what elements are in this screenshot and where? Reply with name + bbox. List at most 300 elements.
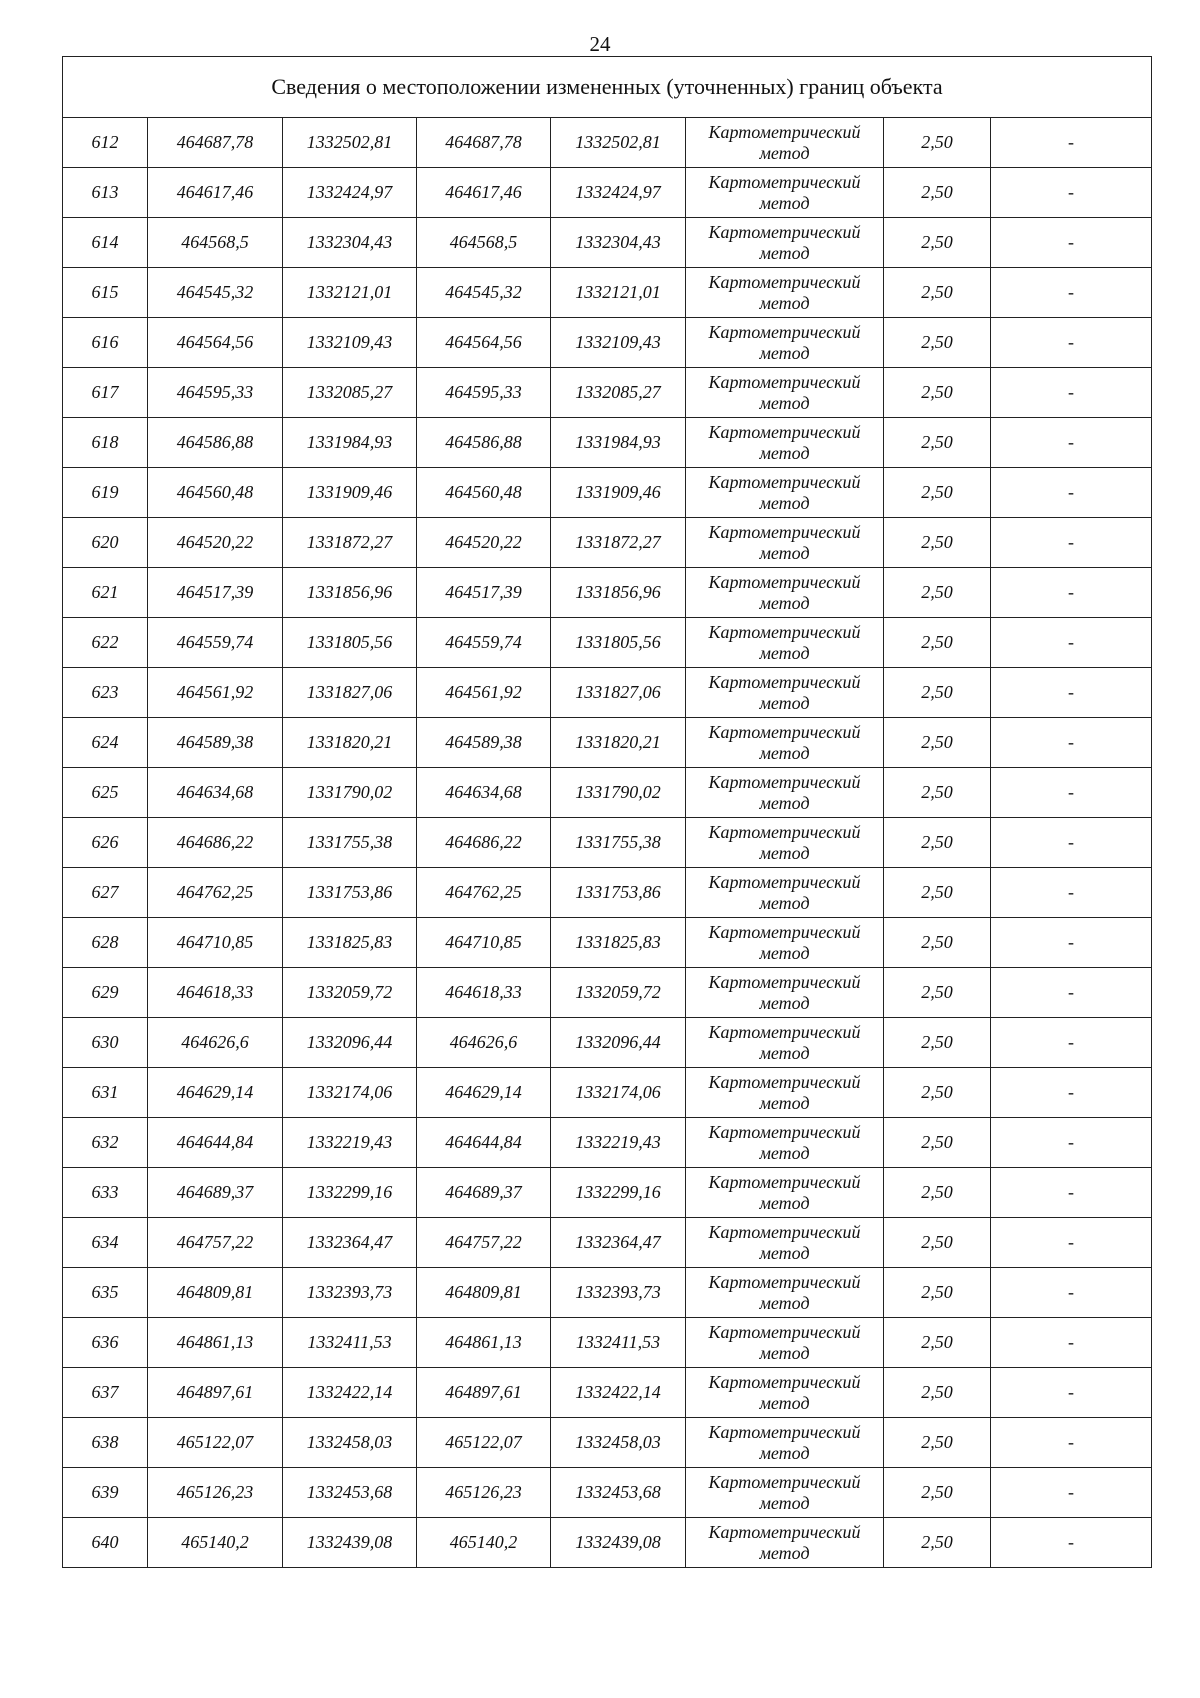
- method-line1: Картометрический: [708, 721, 861, 742]
- point-number-cell: 625: [63, 768, 148, 818]
- table-row: [63, 718, 1152, 768]
- method-cell: [686, 668, 884, 718]
- old-y-cell: 1332304,43: [283, 218, 417, 268]
- new-x-cell: 464634,68: [417, 768, 551, 818]
- method-line1: Картометрический: [708, 1371, 861, 1392]
- table-row: [63, 868, 1152, 918]
- new-y-cell: 1332411,53: [551, 1318, 686, 1368]
- accuracy-cell: 2,50: [884, 768, 991, 818]
- table-row: [63, 1468, 1152, 1518]
- new-y-cell: 1331753,86: [551, 868, 686, 918]
- description-cell: -: [991, 168, 1152, 218]
- old-y-cell: 1332458,03: [283, 1418, 417, 1468]
- table-row: [63, 668, 1152, 718]
- new-y-cell: 1332299,16: [551, 1168, 686, 1218]
- page-number: 24: [589, 32, 611, 56]
- accuracy-cell: 2,50: [884, 218, 991, 268]
- accuracy-cell: 2,50: [884, 268, 991, 318]
- method-cell: [686, 818, 884, 868]
- table-row: [63, 1068, 1152, 1118]
- new-x-cell: 464586,88: [417, 418, 551, 468]
- old-y-cell: 1332219,43: [283, 1118, 417, 1168]
- new-x-cell: 464617,46: [417, 168, 551, 218]
- method-line1: Картометрический: [708, 471, 861, 492]
- description-cell: -: [991, 768, 1152, 818]
- accuracy-cell: 2,50: [884, 1118, 991, 1168]
- new-x-cell: 464589,38: [417, 718, 551, 768]
- method-cell: [686, 1268, 884, 1318]
- method-cell: [686, 1518, 884, 1568]
- description-cell: -: [991, 218, 1152, 268]
- method-cell: [686, 568, 884, 618]
- point-number-cell: 626: [63, 818, 148, 868]
- method-line2: метод: [759, 892, 810, 913]
- description-cell: -: [991, 1068, 1152, 1118]
- new-x-cell: 464710,85: [417, 918, 551, 968]
- accuracy-cell: 2,50: [884, 118, 991, 168]
- method-line2: метод: [759, 192, 810, 213]
- new-x-cell: 464559,74: [417, 618, 551, 668]
- old-x-cell: 464634,68: [148, 768, 283, 818]
- point-number-cell: 640: [63, 1518, 148, 1568]
- accuracy-cell: 2,50: [884, 568, 991, 618]
- method-line1: Картометрический: [708, 521, 861, 542]
- old-x-cell: 465126,23: [148, 1468, 283, 1518]
- accuracy-cell: 2,50: [884, 618, 991, 668]
- old-y-cell: 1332059,72: [283, 968, 417, 1018]
- method-line2: метод: [759, 1142, 810, 1163]
- old-y-cell: 1331856,96: [283, 568, 417, 618]
- old-x-cell: 464559,74: [148, 618, 283, 668]
- table-row: [63, 918, 1152, 968]
- new-y-cell: 1332085,27: [551, 368, 686, 418]
- old-y-cell: 1332174,06: [283, 1068, 417, 1118]
- new-y-cell: 1331825,83: [551, 918, 686, 968]
- accuracy-cell: 2,50: [884, 1368, 991, 1418]
- old-x-cell: 464626,6: [148, 1018, 283, 1068]
- accuracy-cell: 2,50: [884, 468, 991, 518]
- old-y-cell: 1331805,56: [283, 618, 417, 668]
- old-x-cell: 464517,39: [148, 568, 283, 618]
- table-row: [63, 818, 1152, 868]
- old-x-cell: 464520,22: [148, 518, 283, 568]
- old-y-cell: 1331790,02: [283, 768, 417, 818]
- method-line1: Картометрический: [708, 1021, 861, 1042]
- new-y-cell: 1331790,02: [551, 768, 686, 818]
- point-number-cell: 634: [63, 1218, 148, 1268]
- method-line2: метод: [759, 442, 810, 463]
- old-y-cell: 1332109,43: [283, 318, 417, 368]
- new-y-cell: 1332174,06: [551, 1068, 686, 1118]
- method-cell: [686, 1118, 884, 1168]
- old-x-cell: 465122,07: [148, 1418, 283, 1468]
- method-line1: Картометрический: [708, 1321, 861, 1342]
- method-line2: метод: [759, 292, 810, 313]
- method-line1: Картометрический: [708, 1071, 861, 1092]
- point-number-cell: 615: [63, 268, 148, 318]
- method-line2: метод: [759, 1292, 810, 1313]
- old-y-cell: 1332299,16: [283, 1168, 417, 1218]
- method-line2: метод: [759, 1392, 810, 1413]
- table-row: [63, 318, 1152, 368]
- table-row: [63, 1368, 1152, 1418]
- point-number-cell: 637: [63, 1368, 148, 1418]
- old-y-cell: 1331825,83: [283, 918, 417, 968]
- method-cell: [686, 1318, 884, 1368]
- method-line2: метод: [759, 1242, 810, 1263]
- table-row: [63, 1268, 1152, 1318]
- old-x-cell: 464561,92: [148, 668, 283, 718]
- new-y-cell: 1332424,97: [551, 168, 686, 218]
- coordinates-table: [62, 56, 1152, 1568]
- old-y-cell: 1331820,21: [283, 718, 417, 768]
- old-x-cell: 464861,13: [148, 1318, 283, 1368]
- method-line1: Картометрический: [708, 671, 861, 692]
- new-x-cell: 464861,13: [417, 1318, 551, 1368]
- old-x-cell: 464710,85: [148, 918, 283, 968]
- table-row: [63, 1318, 1152, 1368]
- method-line2: метод: [759, 842, 810, 863]
- point-number-cell: 621: [63, 568, 148, 618]
- method-line1: Картометрический: [708, 421, 861, 442]
- point-number-cell: 629: [63, 968, 148, 1018]
- description-cell: -: [991, 1168, 1152, 1218]
- method-line1: Картометрический: [708, 871, 861, 892]
- point-number-cell: 633: [63, 1168, 148, 1218]
- new-x-cell: 465122,07: [417, 1418, 551, 1468]
- new-x-cell: 464897,61: [417, 1368, 551, 1418]
- accuracy-cell: 2,50: [884, 1218, 991, 1268]
- method-cell: [686, 718, 884, 768]
- method-line1: Картометрический: [708, 621, 861, 642]
- new-y-cell: 1331755,38: [551, 818, 686, 868]
- point-number-cell: 620: [63, 518, 148, 568]
- point-number-cell: 613: [63, 168, 148, 218]
- method-line1: Картометрический: [708, 1121, 861, 1142]
- old-x-cell: 464617,46: [148, 168, 283, 218]
- method-cell: [686, 868, 884, 918]
- table-row: [63, 1218, 1152, 1268]
- old-x-cell: 464618,33: [148, 968, 283, 1018]
- description-cell: -: [991, 1218, 1152, 1268]
- table-row: [63, 1518, 1152, 1568]
- new-x-cell: 464564,56: [417, 318, 551, 368]
- method-cell: [686, 918, 884, 968]
- new-x-cell: 464689,37: [417, 1168, 551, 1218]
- method-line1: Картометрический: [708, 821, 861, 842]
- new-x-cell: 464626,6: [417, 1018, 551, 1068]
- accuracy-cell: 2,50: [884, 1518, 991, 1568]
- table-title-row: [63, 57, 1152, 118]
- table-row: [63, 518, 1152, 568]
- method-line2: метод: [759, 1492, 810, 1513]
- method-cell: [686, 1168, 884, 1218]
- method-line1: Картометрический: [708, 221, 861, 242]
- table-row: [63, 1018, 1152, 1068]
- method-line2: метод: [759, 1042, 810, 1063]
- method-line2: метод: [759, 1092, 810, 1113]
- new-y-cell: 1332096,44: [551, 1018, 686, 1068]
- accuracy-cell: 2,50: [884, 1068, 991, 1118]
- method-line2: метод: [759, 1192, 810, 1213]
- method-line1: Картометрический: [708, 1221, 861, 1242]
- new-y-cell: 1332458,03: [551, 1418, 686, 1468]
- method-cell: [686, 1068, 884, 1118]
- new-x-cell: 464644,84: [417, 1118, 551, 1168]
- new-x-cell: 464757,22: [417, 1218, 551, 1268]
- method-line2: метод: [759, 1542, 810, 1563]
- method-line2: метод: [759, 492, 810, 513]
- description-cell: -: [991, 418, 1152, 468]
- table-row: [63, 968, 1152, 1018]
- old-y-cell: 1332453,68: [283, 1468, 417, 1518]
- point-number-cell: 639: [63, 1468, 148, 1518]
- method-cell: [686, 518, 884, 568]
- old-y-cell: 1332411,53: [283, 1318, 417, 1368]
- table-row: [63, 568, 1152, 618]
- method-line1: Картометрический: [708, 1271, 861, 1292]
- old-x-cell: 464629,14: [148, 1068, 283, 1118]
- method-line1: Картометрический: [708, 1471, 861, 1492]
- old-y-cell: 1332502,81: [283, 118, 417, 168]
- old-x-cell: 464689,37: [148, 1168, 283, 1218]
- old-y-cell: 1332085,27: [283, 368, 417, 418]
- description-cell: -: [991, 118, 1152, 168]
- old-x-cell: 464568,5: [148, 218, 283, 268]
- method-cell: [686, 218, 884, 268]
- method-line1: Картометрический: [708, 271, 861, 292]
- old-y-cell: 1332121,01: [283, 268, 417, 318]
- description-cell: -: [991, 868, 1152, 918]
- new-x-cell: 464568,5: [417, 218, 551, 268]
- point-number-cell: 627: [63, 868, 148, 918]
- accuracy-cell: 2,50: [884, 868, 991, 918]
- old-y-cell: 1332393,73: [283, 1268, 417, 1318]
- method-line2: метод: [759, 792, 810, 813]
- description-cell: -: [991, 518, 1152, 568]
- new-y-cell: 1331805,56: [551, 618, 686, 668]
- description-cell: -: [991, 1318, 1152, 1368]
- old-y-cell: 1331753,86: [283, 868, 417, 918]
- method-line1: Картометрический: [708, 1171, 861, 1192]
- accuracy-cell: 2,50: [884, 518, 991, 568]
- old-y-cell: 1332439,08: [283, 1518, 417, 1568]
- method-cell: [686, 1218, 884, 1268]
- accuracy-cell: 2,50: [884, 1318, 991, 1368]
- old-y-cell: 1332424,97: [283, 168, 417, 218]
- table-row: [63, 368, 1152, 418]
- new-y-cell: 1332219,43: [551, 1118, 686, 1168]
- old-x-cell: 464545,32: [148, 268, 283, 318]
- table-row: [63, 768, 1152, 818]
- point-number-cell: 622: [63, 618, 148, 668]
- method-line1: Картометрический: [708, 921, 861, 942]
- point-number-cell: 616: [63, 318, 148, 368]
- old-x-cell: 464809,81: [148, 1268, 283, 1318]
- new-x-cell: 464595,33: [417, 368, 551, 418]
- new-y-cell: 1332304,43: [551, 218, 686, 268]
- old-y-cell: 1331827,06: [283, 668, 417, 718]
- old-x-cell: 464595,33: [148, 368, 283, 418]
- new-x-cell: 464545,32: [417, 268, 551, 318]
- point-number-cell: 619: [63, 468, 148, 518]
- point-number-cell: 614: [63, 218, 148, 268]
- description-cell: -: [991, 1518, 1152, 1568]
- method-cell: [686, 768, 884, 818]
- method-line2: метод: [759, 542, 810, 563]
- old-y-cell: 1332364,47: [283, 1218, 417, 1268]
- method-line2: метод: [759, 392, 810, 413]
- point-number-cell: 628: [63, 918, 148, 968]
- method-cell: [686, 1018, 884, 1068]
- point-number-cell: 618: [63, 418, 148, 468]
- accuracy-cell: 2,50: [884, 1468, 991, 1518]
- description-cell: -: [991, 468, 1152, 518]
- method-line1: Картометрический: [708, 171, 861, 192]
- new-x-cell: 464561,92: [417, 668, 551, 718]
- method-cell: [686, 168, 884, 218]
- new-y-cell: 1332393,73: [551, 1268, 686, 1318]
- method-line1: Картометрический: [708, 971, 861, 992]
- method-cell: [686, 618, 884, 668]
- description-cell: -: [991, 318, 1152, 368]
- old-y-cell: 1331984,93: [283, 418, 417, 468]
- new-y-cell: 1332422,14: [551, 1368, 686, 1418]
- old-x-cell: 464686,22: [148, 818, 283, 868]
- table-title: Сведения о местоположении измененных (уточненных) границ объекта: [63, 57, 1152, 118]
- old-x-cell: 464687,78: [148, 118, 283, 168]
- method-line2: метод: [759, 742, 810, 763]
- method-cell: [686, 368, 884, 418]
- accuracy-cell: 2,50: [884, 368, 991, 418]
- point-number-cell: 631: [63, 1068, 148, 1118]
- method-line2: метод: [759, 642, 810, 663]
- description-cell: -: [991, 268, 1152, 318]
- old-y-cell: 1332096,44: [283, 1018, 417, 1068]
- point-number-cell: 632: [63, 1118, 148, 1168]
- old-y-cell: 1332422,14: [283, 1368, 417, 1418]
- table-row: [63, 268, 1152, 318]
- old-y-cell: 1331755,38: [283, 818, 417, 868]
- old-x-cell: 464560,48: [148, 468, 283, 518]
- description-cell: -: [991, 1018, 1152, 1068]
- description-cell: -: [991, 918, 1152, 968]
- old-x-cell: 464644,84: [148, 1118, 283, 1168]
- table-row: [63, 1118, 1152, 1168]
- method-cell: [686, 1418, 884, 1468]
- table-row: [63, 468, 1152, 518]
- table-row: [63, 1418, 1152, 1468]
- old-y-cell: 1331909,46: [283, 468, 417, 518]
- new-x-cell: 464520,22: [417, 518, 551, 568]
- method-line2: метод: [759, 1442, 810, 1463]
- method-cell: [686, 318, 884, 368]
- new-y-cell: 1332059,72: [551, 968, 686, 1018]
- accuracy-cell: 2,50: [884, 968, 991, 1018]
- method-line2: метод: [759, 342, 810, 363]
- accuracy-cell: 2,50: [884, 318, 991, 368]
- accuracy-cell: 2,50: [884, 1418, 991, 1468]
- table-row: [63, 418, 1152, 468]
- description-cell: -: [991, 1418, 1152, 1468]
- method-cell: [686, 118, 884, 168]
- method-line2: метод: [759, 242, 810, 263]
- old-x-cell: 464757,22: [148, 1218, 283, 1268]
- new-x-cell: 464517,39: [417, 568, 551, 618]
- method-cell: [686, 468, 884, 518]
- point-number-cell: 638: [63, 1418, 148, 1468]
- method-line1: Картометрический: [708, 1521, 861, 1542]
- method-line1: Картометрический: [708, 371, 861, 392]
- method-line2: метод: [759, 142, 810, 163]
- new-y-cell: 1331872,27: [551, 518, 686, 568]
- old-x-cell: 464564,56: [148, 318, 283, 368]
- new-x-cell: 464618,33: [417, 968, 551, 1018]
- accuracy-cell: 2,50: [884, 818, 991, 868]
- point-number-cell: 635: [63, 1268, 148, 1318]
- new-x-cell: 465140,2: [417, 1518, 551, 1568]
- method-line1: Картометрический: [708, 571, 861, 592]
- new-y-cell: 1331856,96: [551, 568, 686, 618]
- new-x-cell: 464762,25: [417, 868, 551, 918]
- description-cell: -: [991, 1368, 1152, 1418]
- accuracy-cell: 2,50: [884, 1018, 991, 1068]
- accuracy-cell: 2,50: [884, 168, 991, 218]
- new-y-cell: 1332364,47: [551, 1218, 686, 1268]
- method-cell: [686, 968, 884, 1018]
- old-y-cell: 1331872,27: [283, 518, 417, 568]
- method-cell: [686, 418, 884, 468]
- method-line1: Картометрический: [708, 771, 861, 792]
- old-x-cell: 465140,2: [148, 1518, 283, 1568]
- new-x-cell: 464686,22: [417, 818, 551, 868]
- point-number-cell: 623: [63, 668, 148, 718]
- method-line2: метод: [759, 592, 810, 613]
- new-y-cell: 1332121,01: [551, 268, 686, 318]
- method-line2: метод: [759, 692, 810, 713]
- table-row: [63, 118, 1152, 168]
- method-line2: метод: [759, 1342, 810, 1363]
- new-y-cell: 1332439,08: [551, 1518, 686, 1568]
- new-x-cell: 465126,23: [417, 1468, 551, 1518]
- new-x-cell: 464809,81: [417, 1268, 551, 1318]
- new-y-cell: 1331827,06: [551, 668, 686, 718]
- new-y-cell: 1332453,68: [551, 1468, 686, 1518]
- point-number-cell: 636: [63, 1318, 148, 1368]
- description-cell: -: [991, 1118, 1152, 1168]
- method-line2: метод: [759, 942, 810, 963]
- description-cell: -: [991, 568, 1152, 618]
- old-x-cell: 464589,38: [148, 718, 283, 768]
- accuracy-cell: 2,50: [884, 1168, 991, 1218]
- method-cell: [686, 268, 884, 318]
- method-line1: Картометрический: [708, 121, 861, 142]
- point-number-cell: 617: [63, 368, 148, 418]
- description-cell: -: [991, 368, 1152, 418]
- method-line1: Картометрический: [708, 321, 861, 342]
- accuracy-cell: 2,50: [884, 418, 991, 468]
- new-y-cell: 1332109,43: [551, 318, 686, 368]
- description-cell: -: [991, 1268, 1152, 1318]
- accuracy-cell: 2,50: [884, 668, 991, 718]
- description-cell: -: [991, 818, 1152, 868]
- new-y-cell: 1331984,93: [551, 418, 686, 468]
- method-line2: метод: [759, 992, 810, 1013]
- table-row: [63, 618, 1152, 668]
- old-x-cell: 464897,61: [148, 1368, 283, 1418]
- description-cell: -: [991, 668, 1152, 718]
- table-row: [63, 1168, 1152, 1218]
